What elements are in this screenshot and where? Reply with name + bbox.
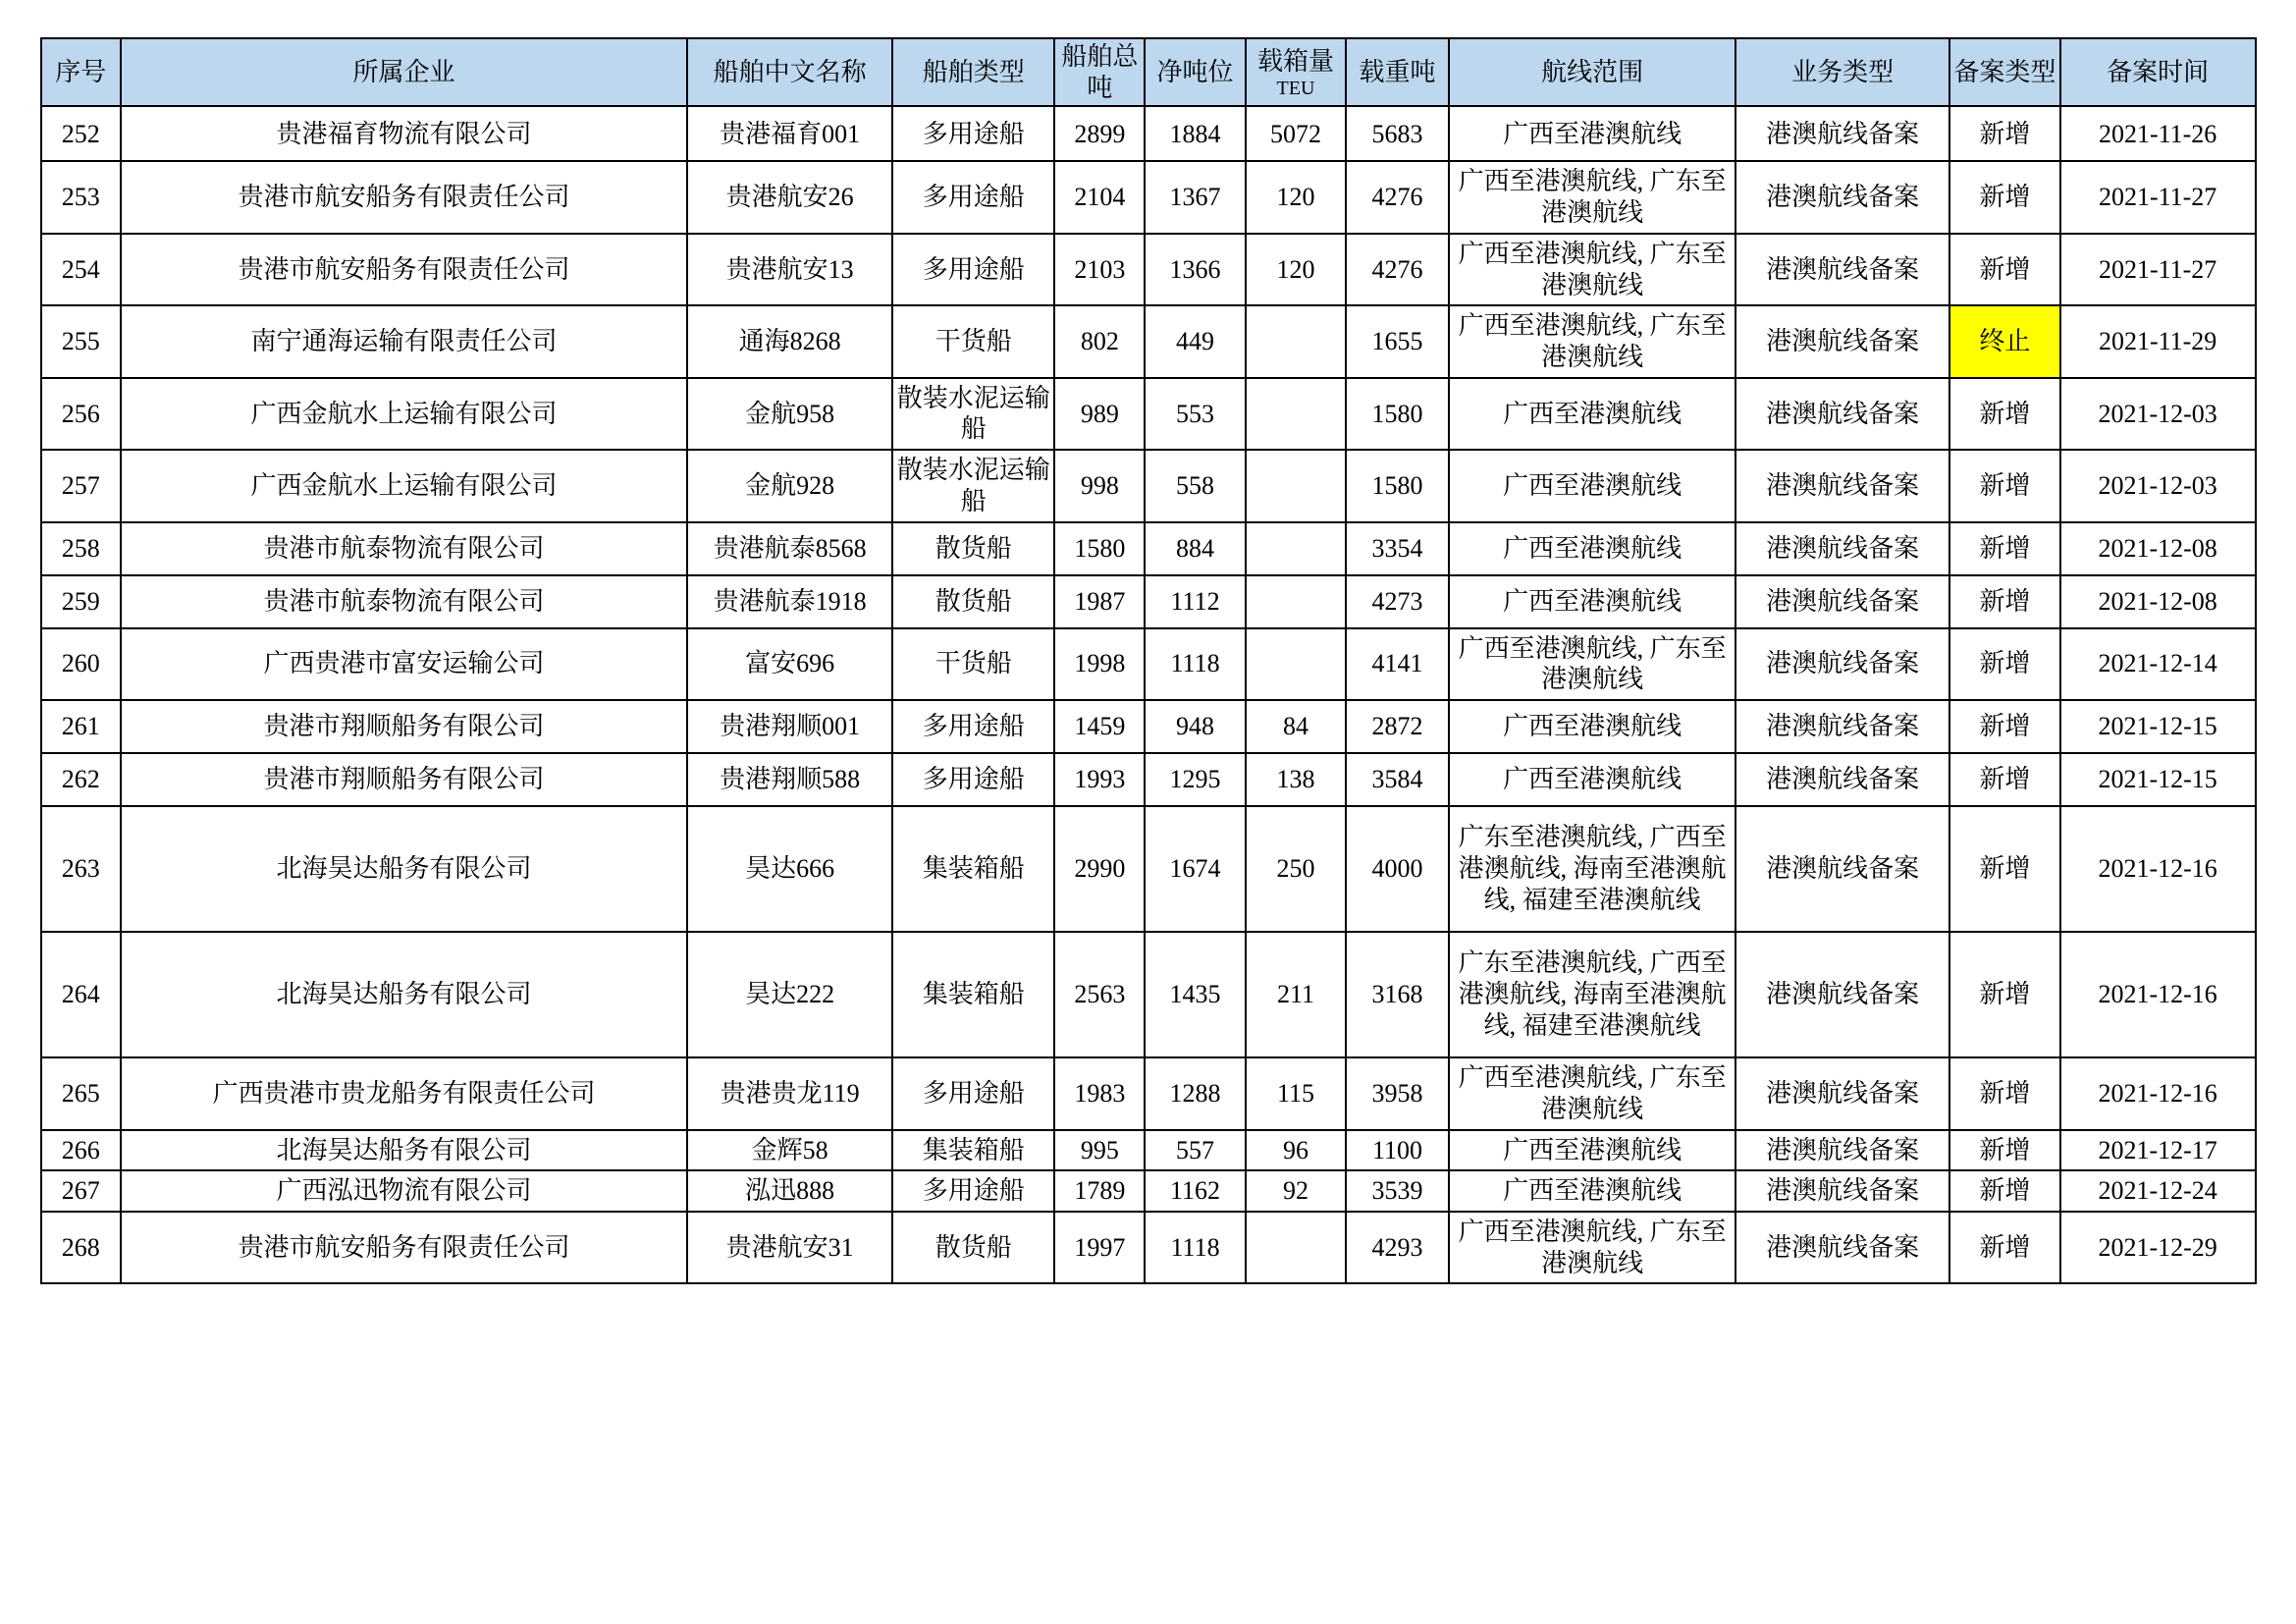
cell-gross-tonnage: 2563 [1054, 932, 1145, 1057]
cell-gross-tonnage: 1997 [1054, 1212, 1145, 1283]
cell-business-type: 港澳航线备案 [1735, 450, 1949, 521]
cell-gross-tonnage: 1998 [1054, 628, 1145, 700]
cell-ship-name: 贵港航泰1918 [687, 575, 892, 628]
cell-filing-type: 新增 [1949, 522, 2060, 575]
cell-gross-tonnage: 1459 [1054, 700, 1145, 753]
cell-dwt: 3354 [1346, 522, 1449, 575]
cell-dwt: 3539 [1346, 1170, 1449, 1212]
cell-net-tonnage: 557 [1145, 1130, 1245, 1171]
cell-business-type: 港澳航线备案 [1735, 753, 1949, 806]
cell-route: 广西至港澳航线 [1449, 753, 1736, 806]
table-row [41, 806, 2256, 932]
cell-company: 北海昊达船务有限公司 [121, 1130, 687, 1171]
cell-index: 261 [41, 700, 122, 753]
cell-ship-type: 散货船 [892, 575, 1054, 628]
header-label: 备案类型 [1953, 57, 2056, 86]
cell-company: 贵港市航安船务有限责任公司 [121, 161, 687, 233]
cell-ship-name: 昊达666 [687, 806, 892, 932]
cell-filing-type: 新增 [1949, 1170, 2060, 1212]
cell-filing-date: 2021-11-27 [2060, 161, 2256, 233]
cell-filing-date: 2021-12-15 [2060, 753, 2256, 806]
cell-teu: 120 [1246, 161, 1346, 233]
cell-ship-name: 贵港航安26 [687, 161, 892, 233]
cell-ship-type: 多用途船 [892, 753, 1054, 806]
cell-ship-type: 散货船 [892, 1212, 1054, 1283]
cell-gross-tonnage: 1983 [1054, 1057, 1145, 1129]
cell-route: 广西至港澳航线, 广东至港澳航线 [1449, 1212, 1736, 1283]
cell-ship-name: 贵港航安13 [687, 234, 892, 305]
cell-index: 264 [41, 932, 122, 1057]
cell-business-type: 港澳航线备案 [1735, 234, 1949, 305]
cell-business-type: 港澳航线备案 [1735, 806, 1949, 932]
cell-ship-name: 富安696 [687, 628, 892, 700]
cell-ship-type: 多用途船 [892, 161, 1054, 233]
cell-company: 广西贵港市富安运输公司 [121, 628, 687, 700]
cell-ship-name: 贵港翔顺001 [687, 700, 892, 753]
cell-teu: 84 [1246, 700, 1346, 753]
cell-index: 262 [41, 753, 122, 806]
table-row [41, 305, 2256, 377]
cell-index: 259 [41, 575, 122, 628]
cell-gross-tonnage: 1987 [1054, 575, 1145, 628]
column-header-ship-type [892, 38, 1054, 106]
cell-company: 广西贵港市贵龙船务有限责任公司 [121, 1057, 687, 1129]
cell-net-tonnage: 948 [1145, 700, 1245, 753]
table-row [41, 753, 2256, 806]
cell-company: 贵港市航泰物流有限公司 [121, 522, 687, 575]
cell-gross-tonnage: 2899 [1054, 106, 1145, 161]
cell-dwt: 4276 [1346, 234, 1449, 305]
table-row [41, 378, 2256, 450]
cell-filing-type: 终止 [1949, 305, 2060, 377]
cell-dwt: 4273 [1346, 575, 1449, 628]
header-sublabel: TEU [1276, 77, 1315, 99]
cell-teu: 120 [1246, 234, 1346, 305]
cell-business-type: 港澳航线备案 [1735, 1057, 1949, 1129]
cell-company: 南宁通海运输有限责任公司 [121, 305, 687, 377]
cell-company: 北海昊达船务有限公司 [121, 932, 687, 1057]
cell-filing-date: 2021-12-29 [2060, 1212, 2256, 1283]
cell-teu [1246, 628, 1346, 700]
cell-teu [1246, 378, 1346, 450]
cell-route: 广西至港澳航线 [1449, 450, 1736, 521]
cell-business-type: 港澳航线备案 [1735, 106, 1949, 161]
cell-gross-tonnage: 1789 [1054, 1170, 1145, 1212]
cell-company: 广西金航水上运输有限公司 [121, 378, 687, 450]
table-row [41, 932, 2256, 1057]
header-row [41, 38, 2256, 106]
cell-filing-type: 新增 [1949, 806, 2060, 932]
cell-index: 266 [41, 1130, 122, 1171]
cell-filing-date: 2021-12-08 [2060, 575, 2256, 628]
cell-net-tonnage: 1366 [1145, 234, 1245, 305]
column-header-business-type [1735, 38, 1949, 106]
header-label: 船舶中文名称 [713, 57, 867, 86]
cell-teu: 92 [1246, 1170, 1346, 1212]
column-header-route [1449, 38, 1736, 106]
cell-filing-type: 新增 [1949, 1212, 2060, 1283]
cell-business-type: 港澳航线备案 [1735, 1130, 1949, 1171]
cell-ship-type: 散装水泥运输船 [892, 450, 1054, 521]
cell-business-type: 港澳航线备案 [1735, 1170, 1949, 1212]
cell-ship-name: 贵港福育001 [687, 106, 892, 161]
cell-company: 广西金航水上运输有限公司 [121, 450, 687, 521]
table-row [41, 1130, 2256, 1171]
cell-net-tonnage: 558 [1145, 450, 1245, 521]
cell-ship-type: 多用途船 [892, 1170, 1054, 1212]
cell-net-tonnage: 1112 [1145, 575, 1245, 628]
table-header [41, 38, 2256, 106]
cell-ship-type: 集装箱船 [892, 806, 1054, 932]
cell-net-tonnage: 1674 [1145, 806, 1245, 932]
header-label: 载箱量 [1256, 46, 1334, 76]
column-header-gross-tonnage [1054, 38, 1145, 106]
cell-teu: 115 [1246, 1057, 1346, 1129]
cell-teu: 138 [1246, 753, 1346, 806]
cell-index: 257 [41, 450, 122, 521]
header-label: 所属企业 [352, 57, 455, 86]
table-row [41, 234, 2256, 305]
cell-filing-date: 2021-12-15 [2060, 700, 2256, 753]
column-header-teu [1246, 38, 1346, 106]
table-row [41, 700, 2256, 753]
cell-index: 265 [41, 1057, 122, 1129]
cell-gross-tonnage: 998 [1054, 450, 1145, 521]
cell-teu: 5072 [1246, 106, 1346, 161]
cell-index: 260 [41, 628, 122, 700]
cell-ship-name: 贵港贵龙119 [687, 1057, 892, 1129]
cell-route: 广西至港澳航线 [1449, 1170, 1736, 1212]
cell-route: 广西至港澳航线 [1449, 522, 1736, 575]
cell-gross-tonnage: 2103 [1054, 234, 1145, 305]
cell-ship-type: 集装箱船 [892, 932, 1054, 1057]
column-header-dwt [1346, 38, 1449, 106]
cell-business-type: 港澳航线备案 [1735, 575, 1949, 628]
cell-ship-type: 干货船 [892, 628, 1054, 700]
cell-filing-type: 新增 [1949, 628, 2060, 700]
cell-index: 263 [41, 806, 122, 932]
cell-net-tonnage: 553 [1145, 378, 1245, 450]
cell-dwt: 4293 [1346, 1212, 1449, 1283]
table-row [41, 628, 2256, 700]
cell-gross-tonnage: 2104 [1054, 161, 1145, 233]
header-label: 载重吨 [1359, 57, 1436, 86]
cell-teu [1246, 575, 1346, 628]
cell-ship-name: 通海8268 [687, 305, 892, 377]
header-label: 船舶总吨 [1061, 42, 1139, 102]
cell-ship-type: 集装箱船 [892, 1130, 1054, 1171]
cell-dwt: 3168 [1346, 932, 1449, 1057]
cell-filing-type: 新增 [1949, 932, 2060, 1057]
cell-ship-type: 散货船 [892, 522, 1054, 575]
table-row [41, 161, 2256, 233]
cell-filing-type: 新增 [1949, 1130, 2060, 1171]
cell-net-tonnage: 1118 [1145, 1212, 1245, 1283]
cell-filing-date: 2021-12-17 [2060, 1130, 2256, 1171]
table-body [41, 106, 2256, 1283]
column-header-filing-date [2060, 38, 2256, 106]
cell-company: 贵港市翔顺船务有限公司 [121, 700, 687, 753]
cell-filing-date: 2021-12-24 [2060, 1170, 2256, 1212]
cell-index: 256 [41, 378, 122, 450]
cell-gross-tonnage: 995 [1054, 1130, 1145, 1171]
cell-route: 广西至港澳航线, 广东至港澳航线 [1449, 1057, 1736, 1129]
cell-net-tonnage: 884 [1145, 522, 1245, 575]
cell-dwt: 2872 [1346, 700, 1449, 753]
table-row [41, 1170, 2256, 1212]
cell-filing-type: 新增 [1949, 378, 2060, 450]
cell-dwt: 3584 [1346, 753, 1449, 806]
cell-teu: 250 [1246, 806, 1346, 932]
cell-filing-date: 2021-12-08 [2060, 522, 2256, 575]
cell-company: 贵港市航泰物流有限公司 [121, 575, 687, 628]
cell-ship-name: 贵港航安31 [687, 1212, 892, 1283]
cell-dwt: 3958 [1346, 1057, 1449, 1129]
cell-net-tonnage: 1884 [1145, 106, 1245, 161]
cell-business-type: 港澳航线备案 [1735, 522, 1949, 575]
cell-teu [1246, 450, 1346, 521]
cell-business-type: 港澳航线备案 [1735, 932, 1949, 1057]
cell-route: 广西至港澳航线, 广东至港澳航线 [1449, 234, 1736, 305]
cell-business-type: 港澳航线备案 [1735, 1212, 1949, 1283]
cell-gross-tonnage: 1993 [1054, 753, 1145, 806]
cell-dwt: 1100 [1346, 1130, 1449, 1171]
cell-business-type: 港澳航线备案 [1735, 305, 1949, 377]
cell-filing-type: 新增 [1949, 700, 2060, 753]
cell-route: 广西至港澳航线 [1449, 575, 1736, 628]
cell-gross-tonnage: 2990 [1054, 806, 1145, 932]
cell-net-tonnage: 1118 [1145, 628, 1245, 700]
cell-dwt: 4000 [1346, 806, 1449, 932]
cell-ship-type: 干货船 [892, 305, 1054, 377]
cell-ship-type: 多用途船 [892, 1057, 1054, 1129]
cell-teu [1246, 305, 1346, 377]
cell-ship-type: 多用途船 [892, 106, 1054, 161]
cell-gross-tonnage: 989 [1054, 378, 1145, 450]
cell-filing-type: 新增 [1949, 753, 2060, 806]
cell-company: 贵港福育物流有限公司 [121, 106, 687, 161]
cell-filing-type: 新增 [1949, 575, 2060, 628]
cell-dwt: 1580 [1346, 378, 1449, 450]
cell-filing-date: 2021-12-03 [2060, 378, 2256, 450]
column-header-net-tonnage [1145, 38, 1245, 106]
cell-ship-type: 多用途船 [892, 234, 1054, 305]
cell-ship-type: 多用途船 [892, 700, 1054, 753]
cell-dwt: 4276 [1346, 161, 1449, 233]
cell-route: 广西至港澳航线, 广东至港澳航线 [1449, 305, 1736, 377]
cell-filing-date: 2021-12-03 [2060, 450, 2256, 521]
cell-net-tonnage: 1162 [1145, 1170, 1245, 1212]
cell-filing-date: 2021-11-27 [2060, 234, 2256, 305]
column-header-company [121, 38, 687, 106]
cell-teu: 96 [1246, 1130, 1346, 1171]
header-label: 净吨位 [1156, 57, 1234, 86]
cell-filing-date: 2021-12-14 [2060, 628, 2256, 700]
cell-ship-type: 散装水泥运输船 [892, 378, 1054, 450]
cell-filing-date: 2021-12-16 [2060, 1057, 2256, 1129]
cell-net-tonnage: 1295 [1145, 753, 1245, 806]
cell-net-tonnage: 449 [1145, 305, 1245, 377]
column-header-filing-type [1949, 38, 2060, 106]
cell-filing-date: 2021-11-29 [2060, 305, 2256, 377]
cell-dwt: 1655 [1346, 305, 1449, 377]
table-row [41, 1212, 2256, 1283]
cell-ship-name: 金航928 [687, 450, 892, 521]
cell-filing-type: 新增 [1949, 234, 2060, 305]
cell-business-type: 港澳航线备案 [1735, 161, 1949, 233]
cell-index: 254 [41, 234, 122, 305]
cell-net-tonnage: 1435 [1145, 932, 1245, 1057]
cell-business-type: 港澳航线备案 [1735, 628, 1949, 700]
cell-filing-date: 2021-12-16 [2060, 806, 2256, 932]
cell-route: 广西至港澳航线, 广东至港澳航线 [1449, 628, 1736, 700]
cell-index: 267 [41, 1170, 122, 1212]
cell-filing-type: 新增 [1949, 1057, 2060, 1129]
header-label: 序号 [55, 57, 107, 86]
cell-ship-name: 贵港航泰8568 [687, 522, 892, 575]
cell-gross-tonnage: 1580 [1054, 522, 1145, 575]
cell-route: 广西至港澳航线, 广东至港澳航线 [1449, 161, 1736, 233]
cell-teu [1246, 1212, 1346, 1283]
cell-company: 贵港市翔顺船务有限公司 [121, 753, 687, 806]
cell-company: 广西泓迅物流有限公司 [121, 1170, 687, 1212]
header-label: 备案时间 [2107, 57, 2210, 86]
ship-registration-table [40, 37, 2257, 1284]
cell-company: 北海昊达船务有限公司 [121, 806, 687, 932]
cell-dwt: 4141 [1346, 628, 1449, 700]
cell-filing-type: 新增 [1949, 161, 2060, 233]
cell-index: 268 [41, 1212, 122, 1283]
cell-teu [1246, 522, 1346, 575]
cell-ship-name: 贵港翔顺588 [687, 753, 892, 806]
cell-route: 广西至港澳航线 [1449, 1130, 1736, 1171]
header-label: 航线范围 [1541, 57, 1644, 86]
cell-net-tonnage: 1367 [1145, 161, 1245, 233]
cell-dwt: 1580 [1346, 450, 1449, 521]
header-label: 业务类型 [1791, 57, 1895, 86]
cell-index: 255 [41, 305, 122, 377]
table-row [41, 450, 2256, 521]
cell-filing-date: 2021-11-26 [2060, 106, 2256, 161]
cell-route: 广西至港澳航线 [1449, 700, 1736, 753]
column-header-index [41, 38, 122, 106]
table-row [41, 106, 2256, 161]
cell-route: 广西至港澳航线 [1449, 106, 1736, 161]
cell-filing-date: 2021-12-16 [2060, 932, 2256, 1057]
cell-index: 258 [41, 522, 122, 575]
cell-ship-name: 泓迅888 [687, 1170, 892, 1212]
table-row [41, 1057, 2256, 1129]
cell-gross-tonnage: 802 [1054, 305, 1145, 377]
cell-company: 贵港市航安船务有限责任公司 [121, 234, 687, 305]
header-label: 船舶类型 [922, 57, 1025, 86]
table-row [41, 575, 2256, 628]
table-row [41, 522, 2256, 575]
cell-route: 广东至港澳航线, 广西至港澳航线, 海南至港澳航线, 福建至港澳航线 [1449, 806, 1736, 932]
cell-company: 贵港市航安船务有限责任公司 [121, 1212, 687, 1283]
cell-dwt: 5683 [1346, 106, 1449, 161]
cell-route: 广东至港澳航线, 广西至港澳航线, 海南至港澳航线, 福建至港澳航线 [1449, 932, 1736, 1057]
column-header-ship-name [687, 38, 892, 106]
cell-filing-type: 新增 [1949, 106, 2060, 161]
cell-business-type: 港澳航线备案 [1735, 700, 1949, 753]
cell-index: 253 [41, 161, 122, 233]
cell-index: 252 [41, 106, 122, 161]
cell-business-type: 港澳航线备案 [1735, 378, 1949, 450]
cell-ship-name: 金辉58 [687, 1130, 892, 1171]
cell-net-tonnage: 1288 [1145, 1057, 1245, 1129]
cell-ship-name: 金航958 [687, 378, 892, 450]
cell-filing-type: 新增 [1949, 450, 2060, 521]
cell-ship-name: 昊达222 [687, 932, 892, 1057]
cell-teu: 211 [1246, 932, 1346, 1057]
cell-route: 广西至港澳航线 [1449, 378, 1736, 450]
